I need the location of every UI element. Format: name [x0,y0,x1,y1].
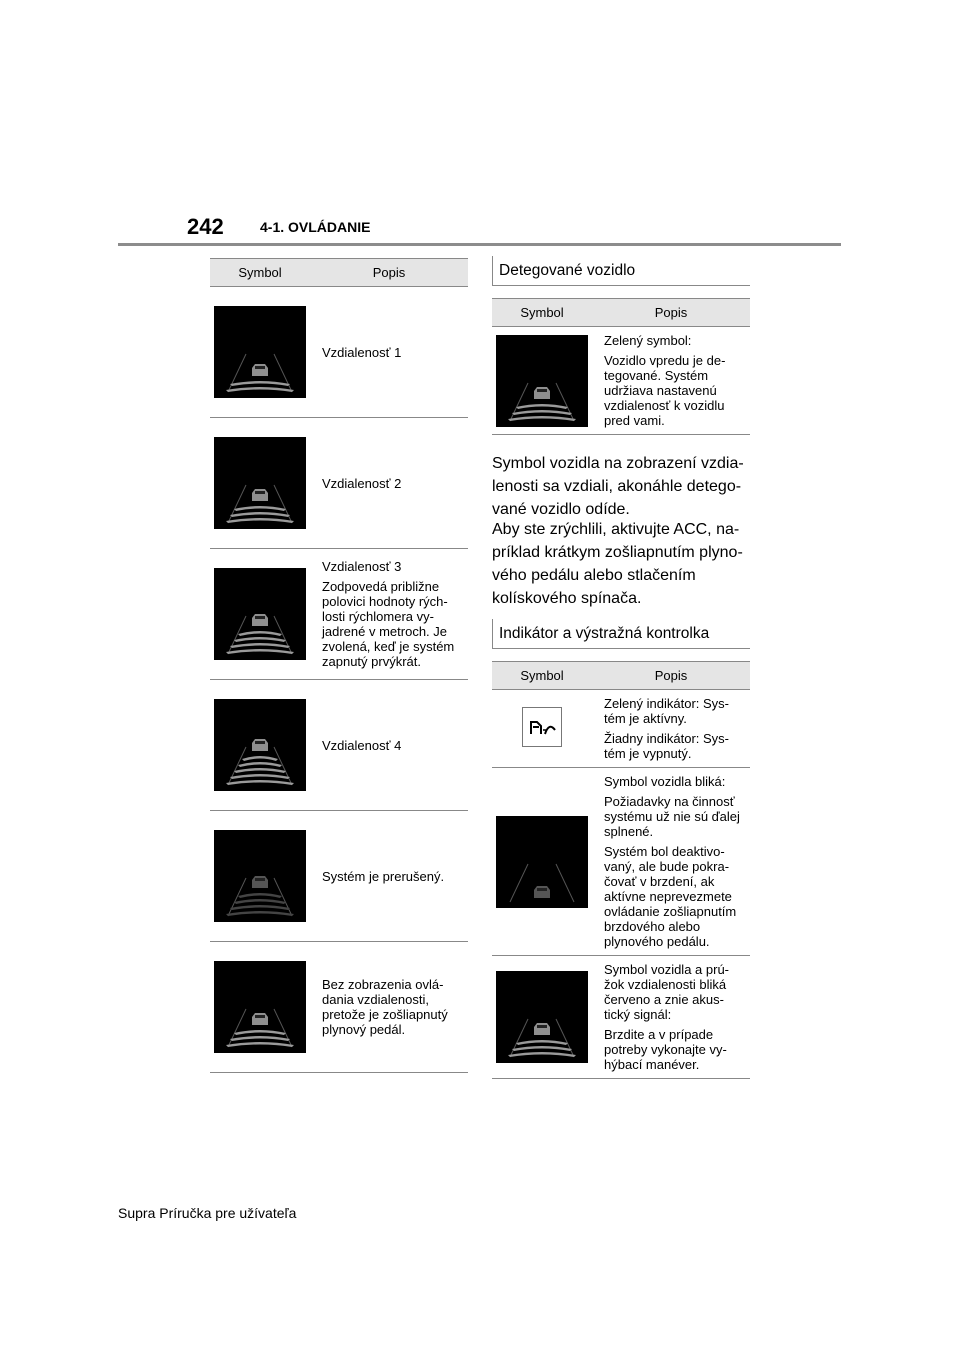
table-row [210,811,468,942]
table-body [492,327,750,435]
section-title: 4-1. OVLÁDANIE [260,219,371,235]
description-text: Zelený indikátor: Systém je aktívny. [604,696,730,726]
detected-vehicle-heading: Detegované vozidlo [492,256,750,286]
table-row [210,549,468,680]
description-text: Požiadavky na činnosť systému už nie sú ďalej splnené. [604,794,740,839]
description-text: Vzdialenosť 4 [322,737,402,753]
symbol-cell [492,327,592,435]
description-text: Symbol vozidla bliká: [604,774,726,789]
distance-warning-icon [496,971,588,1063]
description-text: Zelený symbol: [604,333,692,348]
distance-2-icon [214,437,306,529]
description-text: Vzdialenosť 1 [322,344,402,360]
table-row [492,768,750,956]
symbol-cell [210,418,310,549]
description-text: Žiadny indikátor: Systém je vypnutý. [604,731,730,761]
description-cell [310,942,468,1073]
indicator-table [492,661,750,1079]
column-header-description: Popis [310,259,468,287]
symbol-cell [210,287,310,418]
detected-vehicle-icon [496,335,588,427]
description-cell [310,811,468,942]
description-text: Symbol vozidla a prúžok vzdialenosti bliká červeno a znie akustický signál: [604,962,730,1022]
column-header-symbol: Symbol [492,299,592,327]
table-body [210,287,468,1073]
distance-4-icon [214,699,306,791]
table-row [492,956,750,1079]
description-text: Systém bol deaktivovaný, ale bude pokračovať v brzdení, ak aktívne neprevezmete ovládanie zošliapnutím brzdového alebo plynového pedálu. [604,844,737,949]
symbol-cell [210,549,310,680]
footer-manual-title: Supra Príručka pre užívateľa [118,1205,297,1221]
symbol-cell [492,768,592,956]
column-header-description: Popis [592,662,750,690]
symbol-cell [210,680,310,811]
description-cell [310,418,468,549]
description-text: Bez zobrazenia ovládania vzdialenosti, pretože je zošliapnutý plynový pedál. [322,977,448,1037]
no-distance-display-icon [214,961,306,1053]
table-row [492,327,750,435]
symbol-cell [210,811,310,942]
column-header-symbol: Symbol [492,662,592,690]
description-text: Vzdialenosť 3 [322,559,402,574]
description-text: Brzdite a v prípade potreby vykonajte vyhýbací manéver. [604,1027,727,1072]
symbol-cell [492,690,592,768]
table-row [210,418,468,549]
description-cell [592,768,750,956]
page-number: 242 [187,214,224,239]
column-header-description: Popis [592,299,750,327]
acc-indicator-icon [522,707,562,747]
description-cell [310,680,468,811]
table-row [210,942,468,1073]
paragraph-vehicle-departs: Symbol vozidla na zobrazení vzdialenosti sa vzdiali, akonáhle detegované vozidlo odíde. [492,455,744,518]
description-cell [310,549,468,680]
table-row [492,690,750,768]
system-interrupted-icon [214,830,306,922]
description-cell [310,287,468,418]
description-cell [592,956,750,1079]
description-text: Vozidlo vpredu je detegované. Systém udržiava nastavenú vzdialenosť k vozidlu pred vami. [604,353,726,428]
header-rule [118,243,841,246]
detected-vehicle-table [492,298,750,435]
table-row [210,287,468,418]
indicator-heading: Indikátor a výstražná kontrolka [492,619,750,649]
description-text: Systém je prerušený. [322,868,445,884]
description-cell [592,690,750,768]
distance-3-icon [214,568,306,660]
distance-symbol-table [210,258,468,1073]
paragraph-accelerate: Aby ste zrýchlili, aktivujte ACC, napríklad krátkym zošliapnutím plynového pedálu alebo stlačením kolískového spínača. [492,521,743,607]
table-body [492,690,750,1079]
symbol-cell [210,942,310,1073]
column-header-symbol: Symbol [210,259,310,287]
description-text: Zodpovedá približne polovici hodnoty rýchlosti rýchlomera vyjadrené v metroch. Je zvolená, keď je systém zapnutý prvýkrát. [322,579,455,669]
distance-1-icon [214,306,306,398]
table-row [210,680,468,811]
symbol-cell [492,956,592,1079]
vehicle-blinking-icon [496,816,588,908]
description-text: Vzdialenosť 2 [322,475,402,491]
description-cell [592,327,750,435]
